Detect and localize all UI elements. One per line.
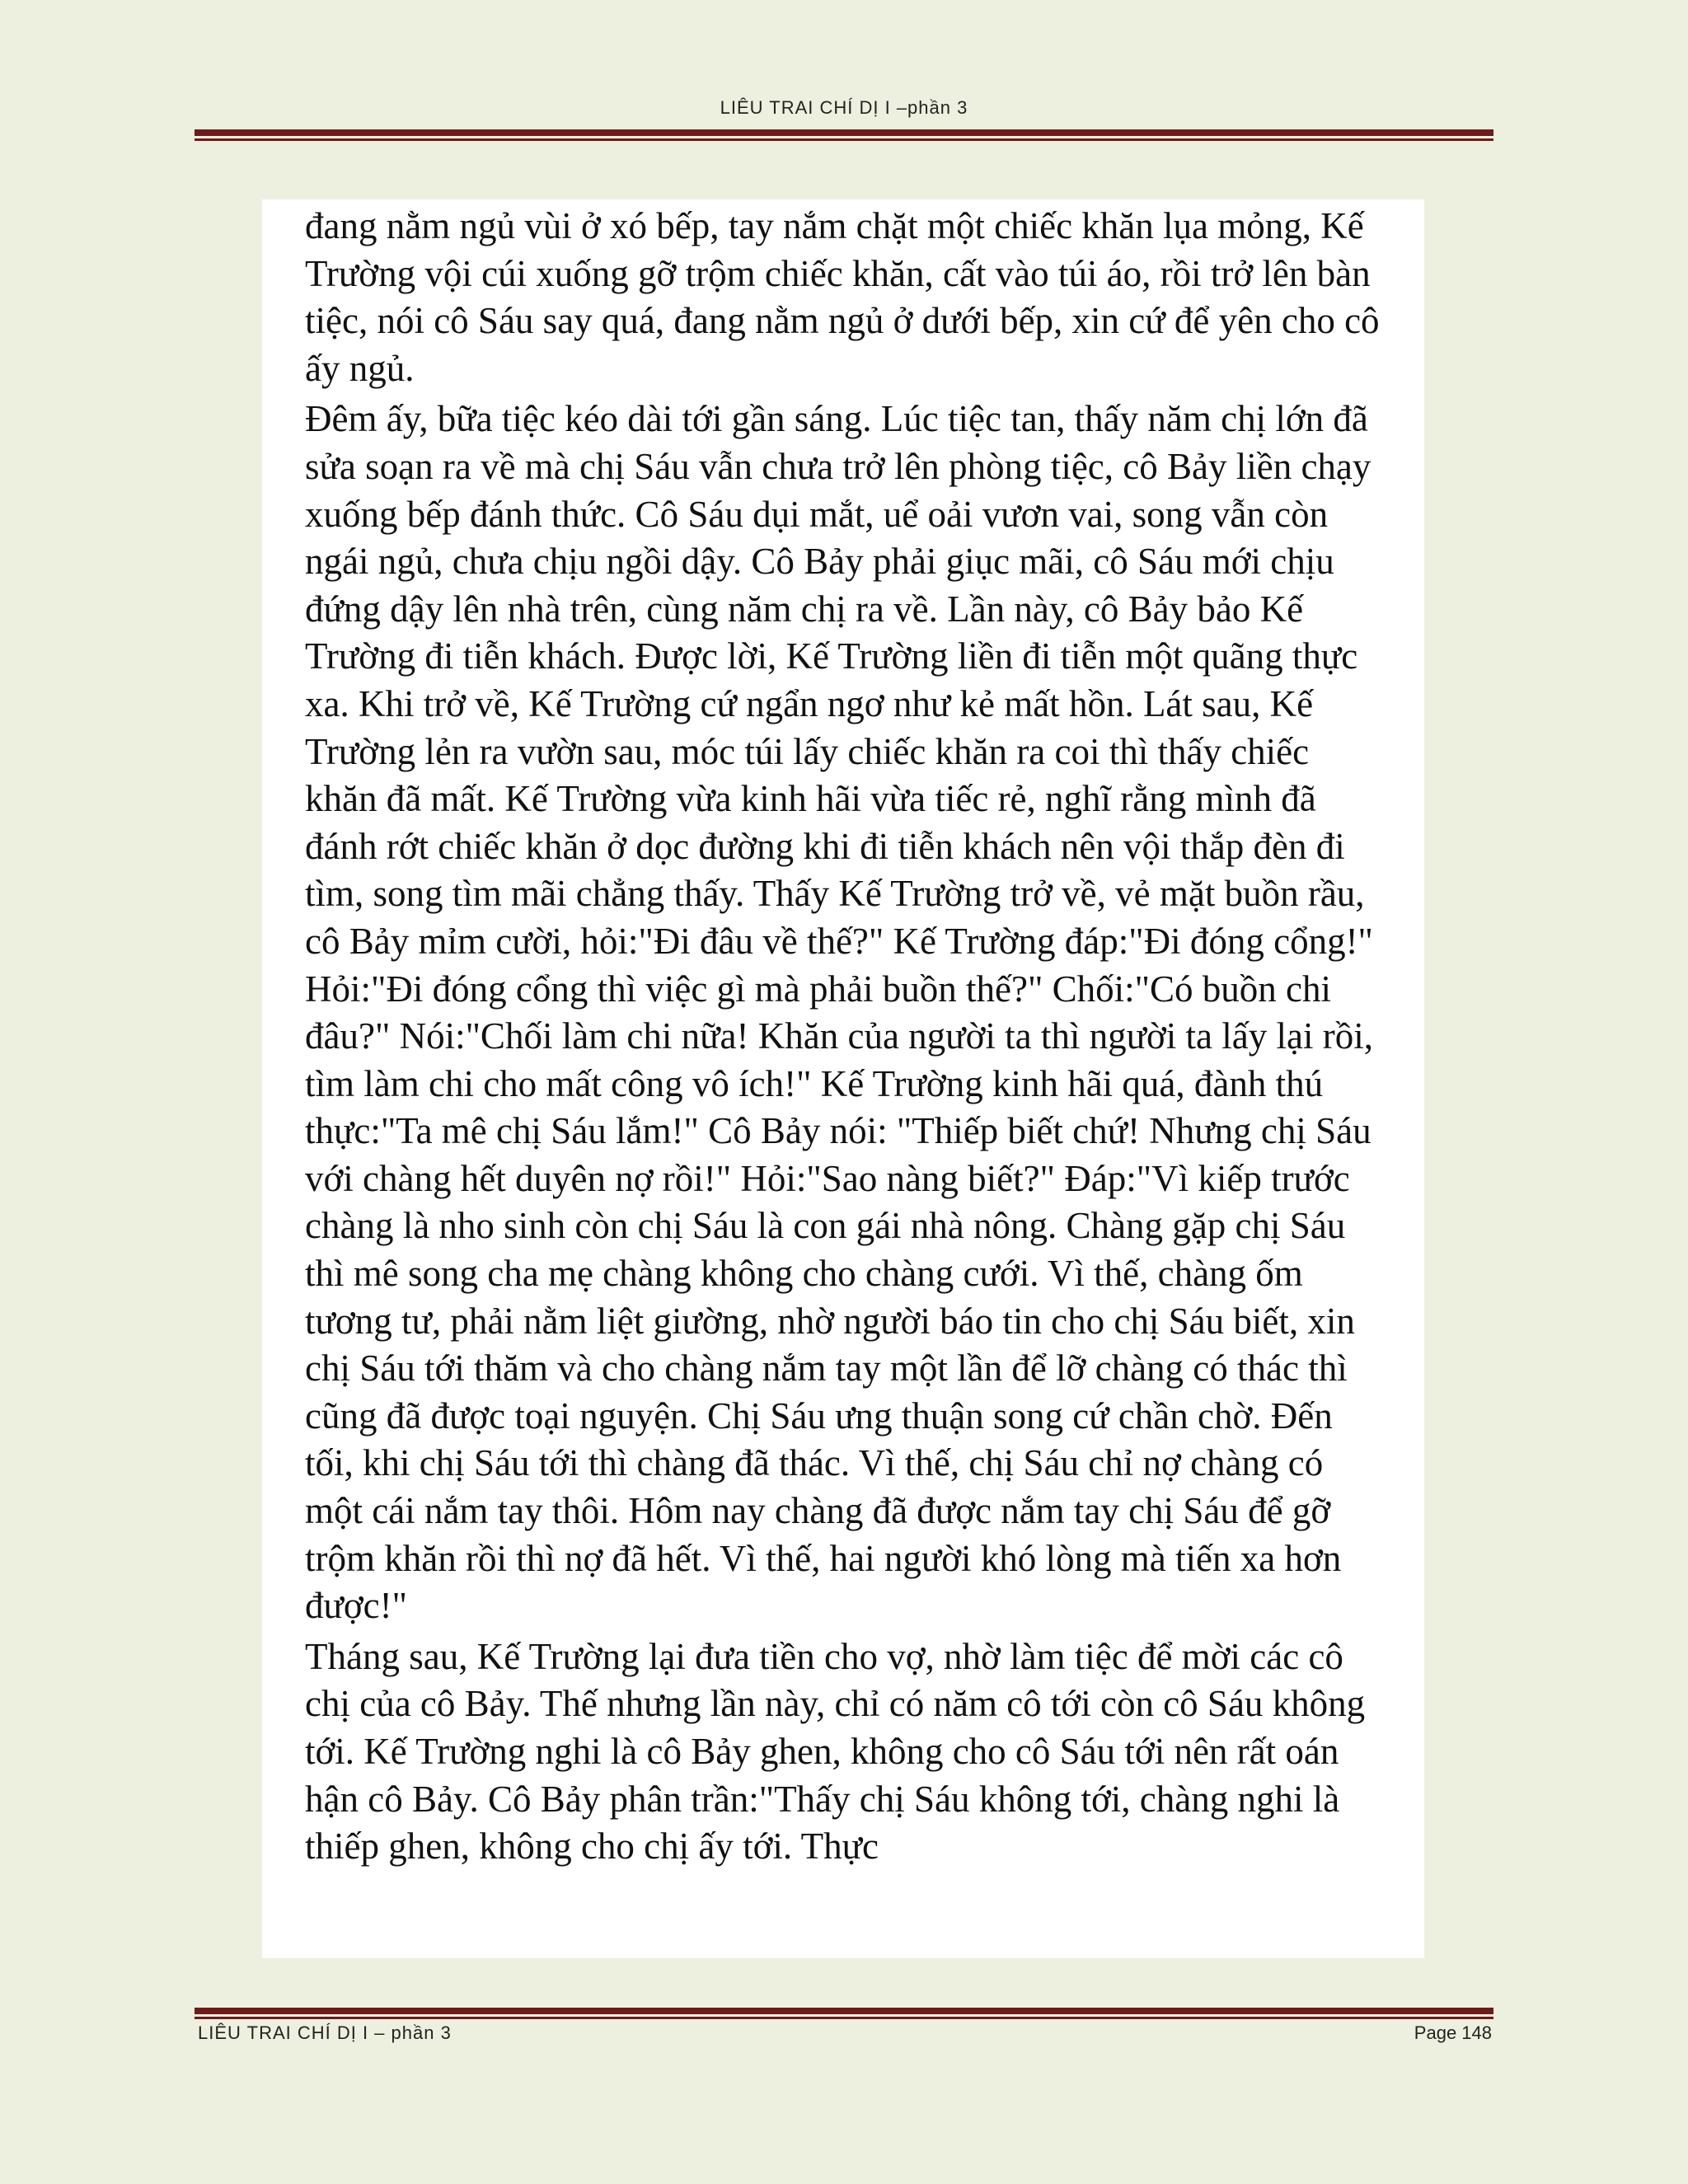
paragraph-3: Tháng sau, Kế Trường lại đưa tiền cho vợ, nhờ làm tiệc để mời các cô chị của cô Bảy. Thế nhưng lần này, chỉ có năm cô tới còn cô Sáu không tới. Kế Trường nghi là cô Bảy ghen, không cho cô Sáu tới nên rất oán hận cô Bảy. Cô Bảy phân trần:"Thấy chị Sáu không tới, chàng nghi là thiếp ghen, không cho chị ấy tới. Thực (305, 1635, 1366, 1868)
page-header-title: LIÊU TRAI CHÍ DỊ I –phần 3 (720, 97, 968, 118)
footer-divider (195, 2008, 1493, 2019)
footer-title: LIÊU TRAI CHÍ DỊ I – phần 3 (198, 2022, 452, 2043)
text-body (262, 199, 1424, 1958)
page-number: Page 148 (1414, 2022, 1492, 2043)
paragraph-2: Đêm ấy, bữa tiệc kéo dài tới gần sáng. Lúc tiệc tan, thấy năm chị lớn đã sửa soạn ra về mà chị Sáu vẫn chưa trở lên phòng tiệc, cô Bảy liền chạy xuống bếp đánh thức. Cô Sáu dụi mắt, uể oải vươn vai, song vẫn còn ngái ngủ, chưa chịu ngồi dậy. Cô Bảy phải giục mãi, cô Sáu mới chịu đứng dậy lên nhà trên, cùng năm chị ra về. Lần này, cô Bảy bảo Kế Trường đi tiễn khách. Được lời, Kế Trường liền đi tiễn một quãng thực xa. Khi trở về, Kế Trường cứ ngẩn ngơ như kẻ mất hồn. Lát sau, Kế Trường lẻn ra vườn sau, móc túi lấy chiếc khăn ra coi thì thấy chiếc khăn đã mất. Kế Trường vừa kinh hãi vừa tiếc rẻ, nghĩ rằng mình đã đánh rớt chiếc khăn ở dọc đường khi đi tiễn khách nên vội thắp đèn đi tìm, song tìm mãi chẳng thấy. Thấy Kế Trường trở về, vẻ mặt buồn rầu, cô Bảy mỉm cười, hỏi:"Đi đâu về thế?" Kế Trường đáp:"Đi đóng cổng!" Hỏi:"Đi đóng cổng thì việc gì mà phải buồn thế?" Chối:"Có buồn chi đâu?" Nói:"Chối làm chi nữa! Khăn của người ta thì người ta lấy lại rồi, tìm làm chi cho mất công vô ích!" Kế Trường kinh hãi quá, đành thú thực:"Ta mê chị Sáu lắm!" Cô Bảy nói: "Thiếp biết chứ! Nhưng chị Sáu với chàng hết duyên nợ rồi!" Hỏi:"Sao nàng biết?" Đáp:"Vì kiếp trước chàng là nho sinh còn chị Sáu là con gái nhà nông. Chàng gặp chị Sáu thì mê song cha mẹ chàng không cho chàng cưới. Vì thế, chàng ốm tương tư, phải nằm liệt giường, nhờ người báo tin cho chị Sáu biết, xin chị Sáu tới thăm và cho chàng nắm tay một lần để lỡ chàng có thác thì cũng đã được toại nguyện. Chị Sáu ưng thuận song cứ chần chờ. Đến tối, khi chị Sáu tới thì chàng đã thác. Vì thế, chị Sáu chỉ nợ chàng có một cái nắm tay thôi. Hôm nay chàng đã được nắm tay chị Sáu để gỡ trộm khăn rồi thì nợ đã hết. Vì thế, hai người khó lòng mà tiến xa hơn được!" (305, 398, 1373, 1627)
paragraph-1: đang nằm ngủ vùi ở xó bếp, tay nắm chặt một chiếc khăn lụa mỏng, Kế Trường vội cúi xuống gỡ trộm chiếc khăn, cất vào túi áo, rồi trở lên bàn tiệc, nói cô Sáu say quá, đang nằm ngủ ở dưới bếp, xin cứ để yên cho cô ấy ngủ. (305, 205, 1380, 389)
header-divider (195, 129, 1493, 141)
